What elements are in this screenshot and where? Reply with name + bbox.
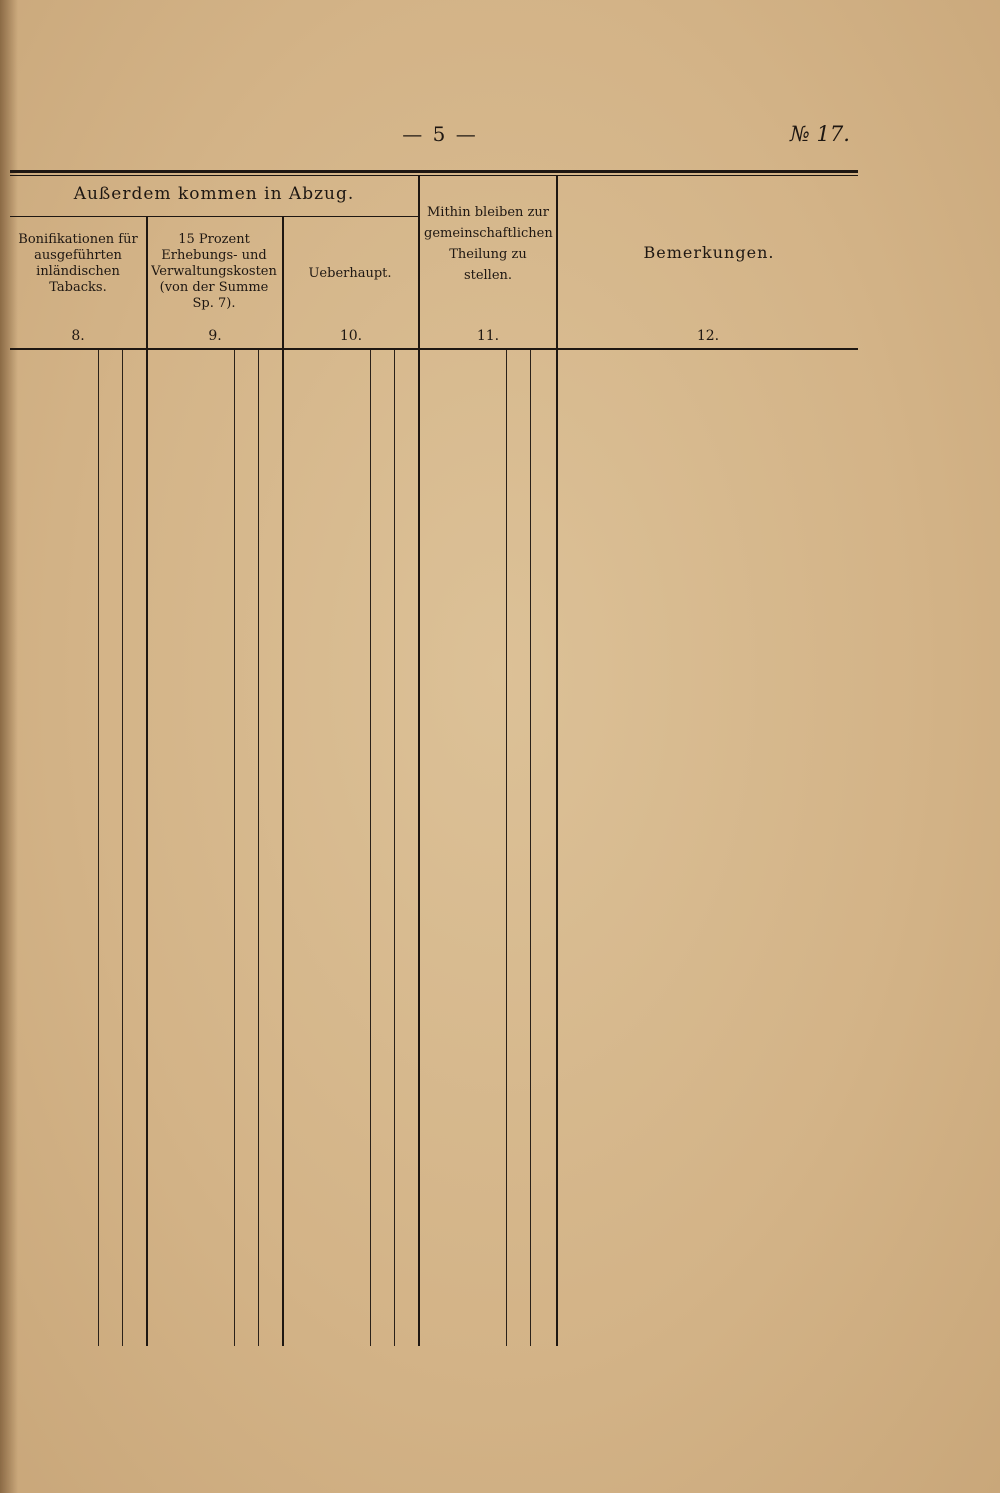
col-separator bbox=[418, 350, 420, 1346]
col-separator bbox=[556, 350, 558, 1346]
col-separator bbox=[146, 350, 148, 1346]
group-header: Außerdem kommen in Abzug. bbox=[73, 184, 355, 204]
subdivision-line bbox=[506, 350, 507, 1346]
col-separator bbox=[418, 175, 420, 348]
page-number: — 5 — bbox=[402, 122, 478, 146]
column-number-12: 12. bbox=[696, 328, 720, 344]
subdivision-line bbox=[530, 350, 531, 1346]
column-header-10: Ueberhaupt. bbox=[308, 266, 392, 281]
subdivision-line bbox=[394, 350, 395, 1346]
page-edge-shadow bbox=[0, 0, 18, 1493]
column-header-11: Mithin bleiben zur gemeinschaftlichen Theilung zu stellen. bbox=[424, 205, 553, 283]
column-number-11: 11. bbox=[476, 328, 500, 344]
column-header-9: 15 Prozent Erhebungs- und Verwaltungskosten (von der Summe Sp. 7). bbox=[151, 232, 277, 311]
table-top-thin-rule bbox=[10, 175, 858, 176]
column-number-9: 9. bbox=[208, 328, 222, 344]
column-number-10: 10. bbox=[339, 328, 363, 344]
subdivision-line bbox=[370, 350, 371, 1346]
table-top-rule bbox=[10, 170, 858, 173]
column-number-8: 8. bbox=[71, 328, 85, 344]
subdivision-line bbox=[122, 350, 123, 1346]
group-header-rule bbox=[10, 216, 418, 217]
header-bottom-rule bbox=[10, 348, 858, 350]
column-header-8: Bonifikationen für ausgeführten inländischen Tabacks. bbox=[18, 232, 138, 295]
subdivision-line bbox=[258, 350, 259, 1346]
document-number: № 17. bbox=[790, 122, 850, 146]
column-header-12: Bemerkungen. bbox=[643, 243, 775, 262]
col-separator bbox=[282, 350, 284, 1346]
col-separator bbox=[556, 175, 558, 348]
subdivision-line bbox=[234, 350, 235, 1346]
subdivision-line bbox=[98, 350, 99, 1346]
